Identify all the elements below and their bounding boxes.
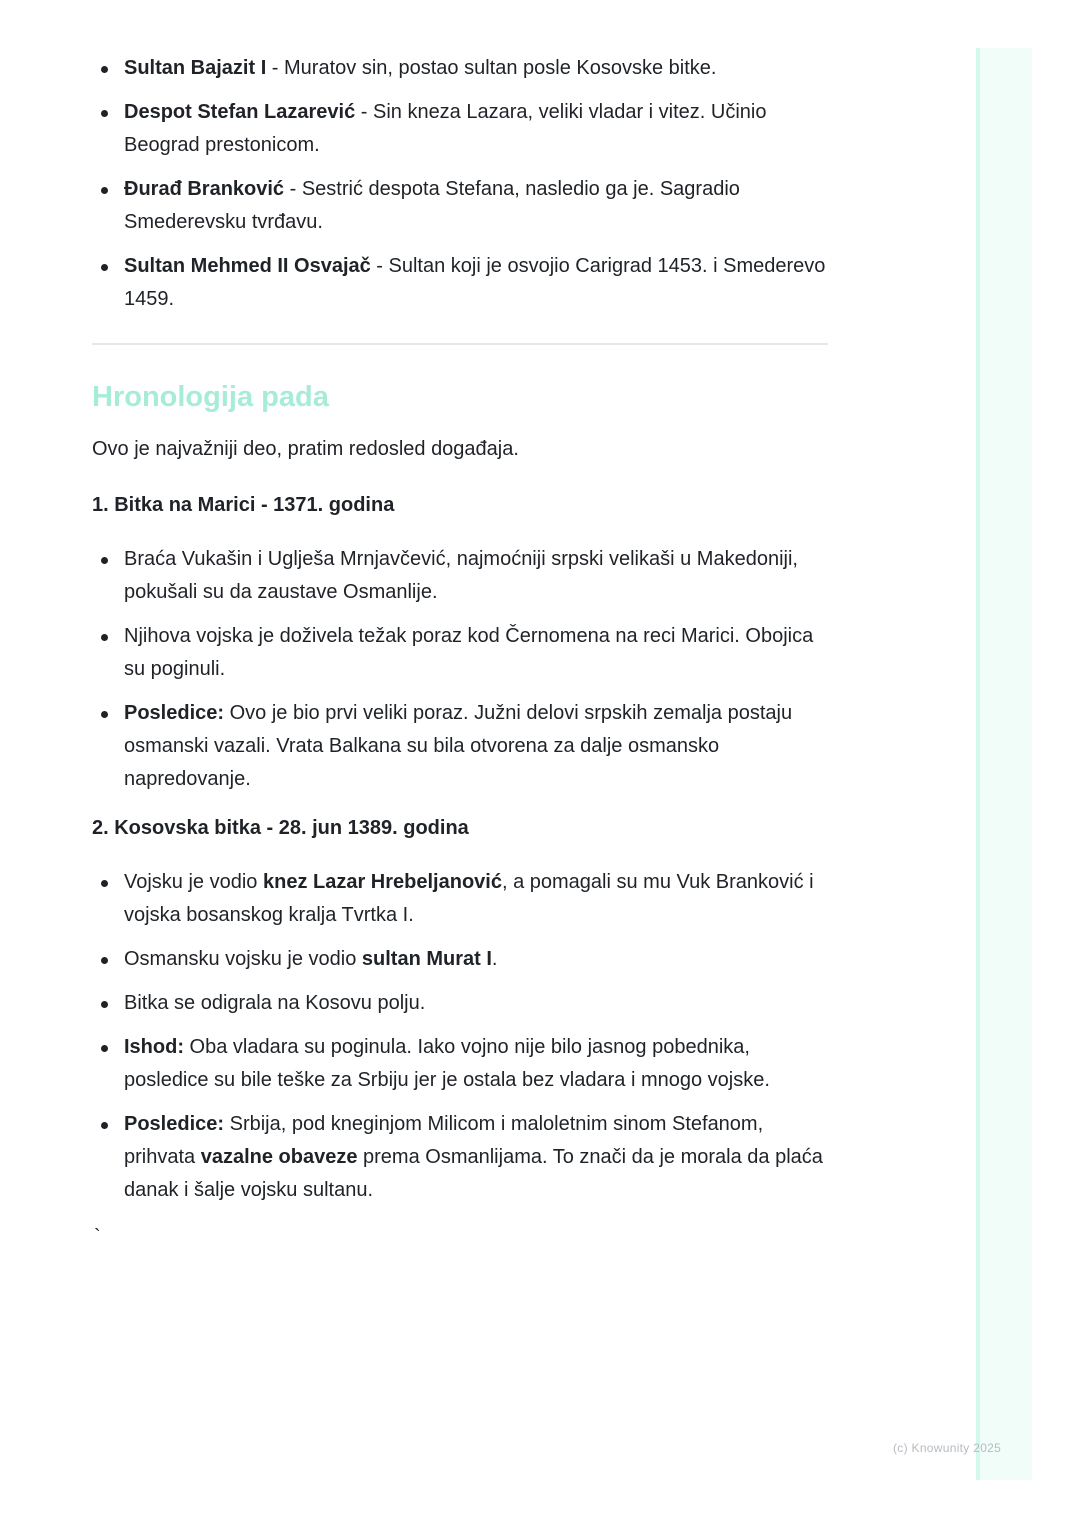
list-item (92, 987, 828, 1020)
list-item (92, 96, 828, 162)
person-desc: - Sultan koji je osvojio Carigrad 1453. i Smederevo 1459. (124, 255, 826, 310)
item-label: Posledice: (124, 702, 225, 724)
stray-mark: ` (94, 1226, 101, 1248)
person-name: Đurađ Branković (124, 178, 285, 200)
list-item-text: Bitka se odigrala na Kosovu polju. (124, 992, 426, 1014)
kosovo-heading: 2. Kosovska bitka - 28. jun 1389. godina (92, 817, 469, 839)
person-desc: - Sestrić despota Stefana, nasledio ga je. Sagradio Smederevsku tvrđavu. (124, 178, 740, 233)
marica-list (92, 543, 828, 796)
list-item (92, 697, 828, 796)
kosovo-list (92, 866, 828, 1207)
person-name: Sultan Mehmed II Osvajač (124, 255, 371, 277)
person-desc: - Muratov sin, postao sultan posle Kosovske bitke. (266, 57, 717, 79)
person-name: Despot Stefan Lazarević (124, 101, 356, 123)
section-title: Hronologija pada (92, 381, 329, 413)
list-item-text: Srbija, pod kneginjom Milicom i maloletnim sinom Stefanom, prihvata (124, 1113, 764, 1168)
list-item (92, 250, 828, 316)
list-item (92, 1031, 828, 1097)
item-label: Posledice: (124, 1113, 225, 1135)
bold-term: vazalne obaveze (200, 1146, 358, 1168)
document-content (92, 52, 828, 1249)
bold-term: sultan Murat I (361, 948, 492, 970)
person-name: Sultan Bajazit I (124, 57, 267, 79)
section-intro: Ovo je najvažniji deo, pratim redosled događaja. (92, 438, 519, 460)
list-item-text: , a pomagali su mu Vuk Branković i vojska bosanskog kralja Tvrtka I. (124, 871, 814, 926)
people-list (92, 52, 828, 316)
list-item (92, 866, 828, 932)
list-item (92, 1108, 828, 1207)
list-item-text: prema Osmanlijama. To znači da je morala da plaća danak i šalje vojsku sultanu. (124, 1146, 823, 1201)
watermark-text: (c) Knowunity 2025 (893, 1441, 1002, 1455)
person-desc: - Sin kneza Lazara, veliki vladar i vitez. Učinio Beograd prestonicom. (124, 101, 767, 156)
item-label: Ishod: (124, 1036, 184, 1058)
list-item-text: Osmansku vojsku je vodio (124, 948, 362, 970)
list-item-text: Oba vladara su poginula. Iako vojno nije bilo jasnog pobednika, posledice su bile teške za Srbiju jer je ostala bez vladara i mnogo vojske. (124, 1036, 770, 1091)
list-item (92, 173, 828, 239)
list-item (92, 943, 828, 976)
bold-term: knez Lazar Hrebeljanović (262, 871, 502, 893)
list-item (92, 543, 828, 609)
list-item (92, 52, 828, 85)
horizontal-divider (92, 343, 828, 345)
side-panel (976, 48, 1032, 1480)
list-item-text: Ovo je bio prvi veliki poraz. Južni delovi srpskih zemalja postaju osmanski vazali. Vrata Balkana su bila otvorena za dalje osmansko napredovanje. (124, 702, 793, 790)
list-item-text: Njihova vojska je doživela težak poraz kod Černomena na reci Marici. Obojica su poginuli. (124, 625, 814, 680)
list-item (92, 620, 828, 686)
list-item-text: Braća Vukašin i Uglješa Mrnjavčević, najmoćniji srpski velikaši u Makedoniji, pokušali su da zaustave Osmanlije. (124, 548, 798, 603)
list-item-text: . (491, 948, 498, 970)
marica-heading: 1. Bitka na Marici - 1371. godina (92, 494, 395, 516)
list-item-text: Vojsku je vodio (124, 871, 263, 893)
